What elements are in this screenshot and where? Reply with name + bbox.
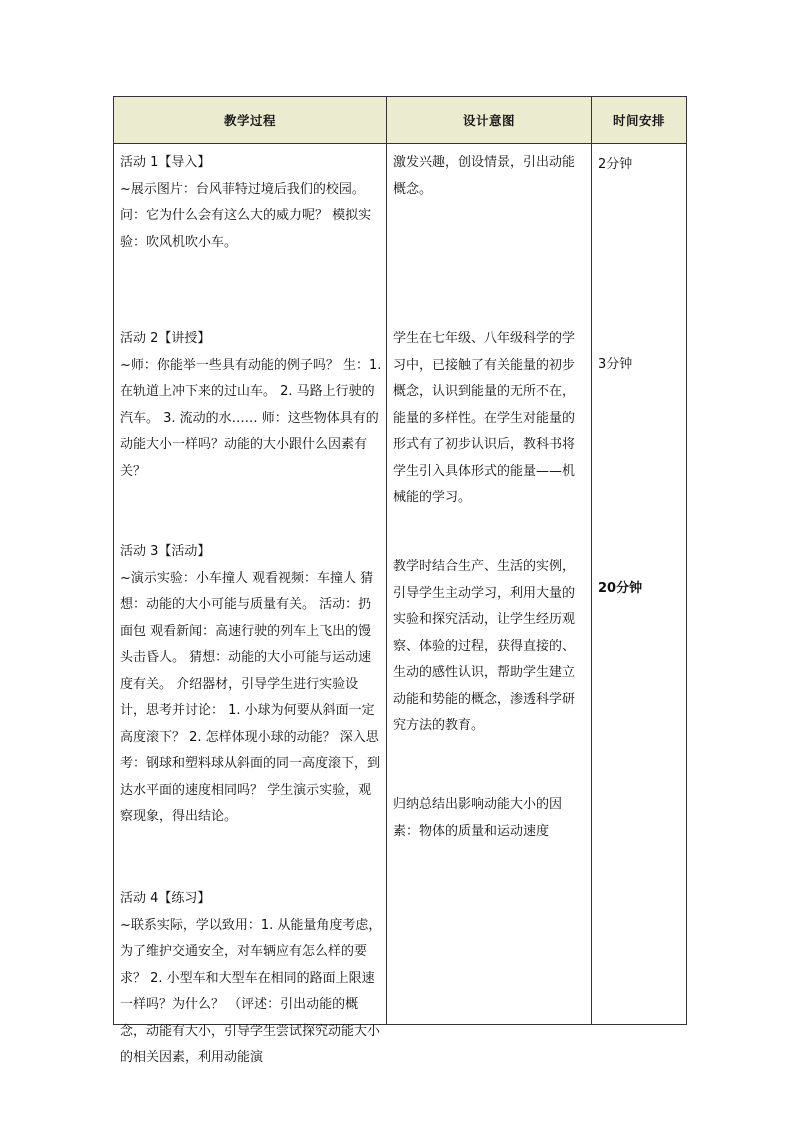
activity-4-title: 活动 4【练习】: [120, 891, 211, 906]
header-teaching-process: 教学过程: [114, 97, 387, 144]
intent-3: 教学时结合生产、生活的实例，引导学生主动学习，利用大量的实验和探究活动，让学生经历观察、体验的过程，获得直接的、生动的感性认识，帮助学生建立动能和势能的概念，渗透科学研究方法的教育。: [393, 559, 576, 733]
intent-2: 学生在七年级、八年级科学的学习中，已接触了有关能量的初步概念，认识到能量的无所不在，能量的多样性。在学生对能量的形式有了初步认识后，教科书将学生引入具体形式的能量——机械能的学习。: [393, 331, 576, 505]
table-header-row: [114, 97, 687, 144]
time-column: [592, 144, 687, 1025]
time-activity-2: 3分钟: [598, 357, 633, 372]
intent-column: [387, 144, 592, 1025]
header-design-intent: 设计意图: [387, 97, 592, 144]
activity-1-text: ~展示图片：台风菲特过境后我们的校园。问：它为什么会有这么大的威力呢？ 模拟实验：吹风机吹小车。: [120, 181, 372, 250]
activity-3: [120, 539, 382, 831]
activity-3-title: 活动 3【活动】: [120, 544, 211, 559]
time-activity-1: 2分钟: [598, 157, 633, 172]
activity-4-text: ~联系实际，学以致用：1. 从能量角度考虑，为了维护交通安全，对车辆应有怎么样的要求？ 2. 小型车和大型车在相同的路面上限速一样吗？为什么？ （评述：引出动能的概念，动能有大小，引导学生尝试探究动能大小的相关因素，利用动能演: [120, 917, 382, 1065]
activity-2-title: 活动 2【讲授】: [120, 331, 211, 346]
activity-2-text: ~师：你能举一些具有动能的例子吗？ 生：1. 在轨道上冲下来的过山车。 2. 马路上行驶的汽车。 3. 流动的水…… 师：这些物体具有的动能大小一样吗？动能的大小跟什么因素有关？: [120, 357, 382, 479]
time-activity-3: 20分钟: [598, 581, 643, 596]
lesson-plan-table: [113, 96, 687, 1065]
activity-3-text: ~演示实验：小车撞人 观看视频：车撞人 猜想：动能的大小可能与质量有关。 活动：扔面包 观看新闻：高速行驶的列车上飞出的馒头击昏人。 猜想：动能的大小可能与运动速度有关。 介绍器材，引导学生进行实验设计，思考并讨论： 1. 小球为何要从斜面一定高度滚下？ 2. 怎样体现小球的动能？ 深入思考：钢球和塑料球从斜面的同一高度滚下，到达水平面的速度相同吗？ 学生演示实验，观察现象，得出结论。: [120, 570, 381, 824]
activity-4: [120, 886, 382, 1072]
table-body-row: [114, 144, 687, 1025]
activity-2: [120, 326, 382, 485]
intent-3-summary: 归纳总结出影响动能大小的因素：物体的质量和运动速度: [393, 797, 563, 839]
activity-1: [120, 150, 382, 256]
header-time-arrangement: 时间安排: [592, 97, 687, 144]
process-column: [114, 144, 387, 1065]
activity-1-title: 活动 1【导入】: [120, 155, 211, 170]
intent-1: 激发兴趣，创设情景，引出动能概念。: [393, 155, 576, 197]
